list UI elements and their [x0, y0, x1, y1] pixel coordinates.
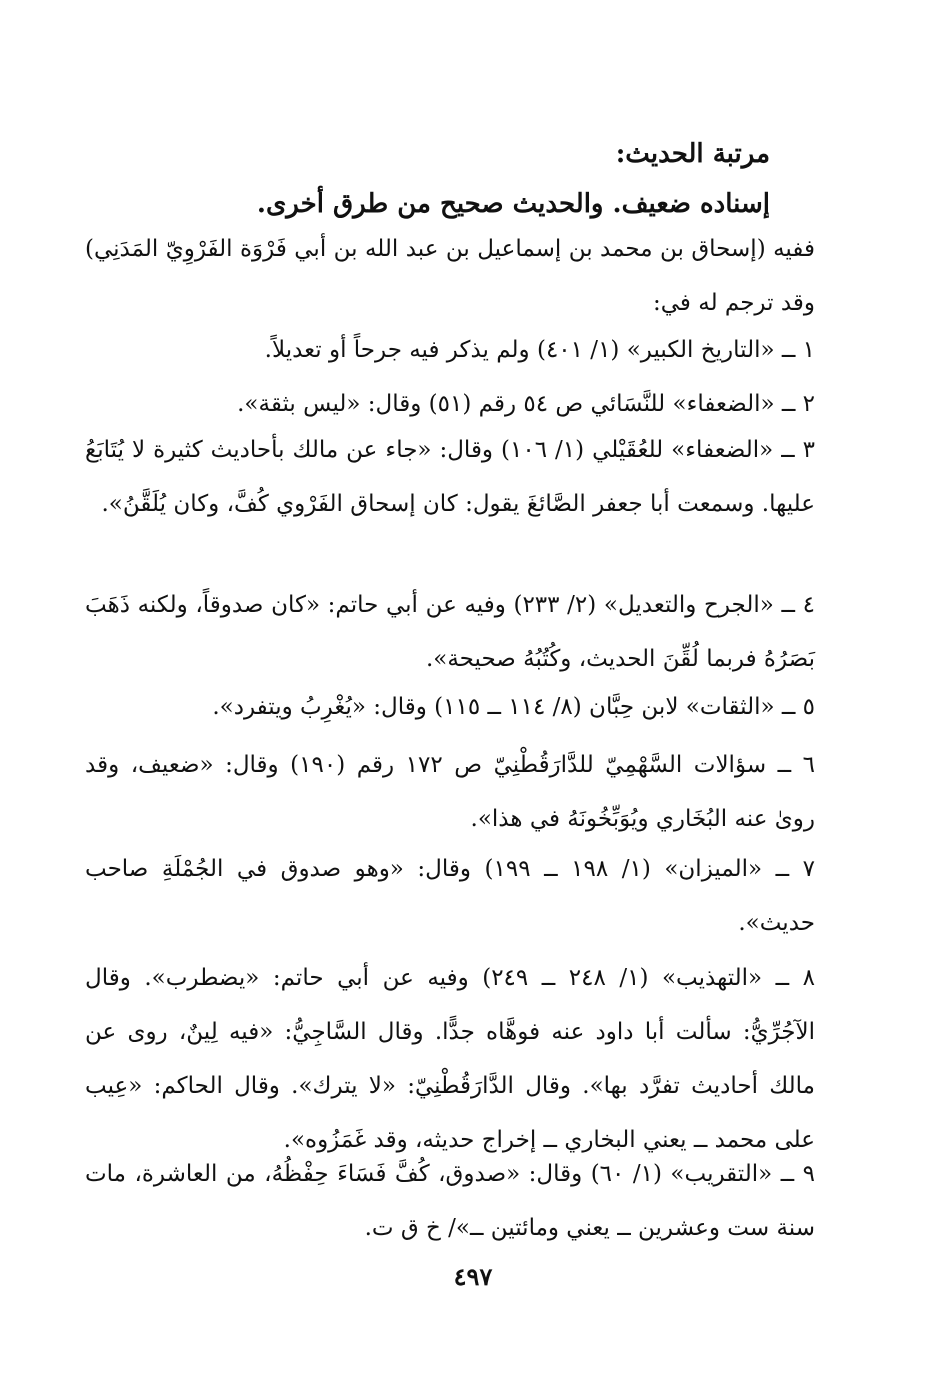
reference-item-4: ٤ ــ «الجرح والتعديل» (٢/ ٢٣٣) وفيه عن أبي حاتم: «كان صدوقاً، ولكنه ذَهَبَ بَصَرُهُ فربما لُقِّنَ الحديث، وكُتُبُهُ صحيحة». — [85, 592, 815, 672]
intro-paragraph: ففيه (إسحاق بن محمد بن إسماعيل بن عبد الله بن أبي فَرْوَة الفَرْوِيّ المَدَنِي) وقد ترجم له في: — [85, 236, 815, 316]
reference-item-8: ٨ ــ «التهذيب» (١/ ٢٤٨ ــ ٢٤٩) وفيه عن أبي حاتم: «يضطرب». وقال الآجُرِّيُّ: سألت أبا داود عنه فوهَّاه جدًّا. وقال السَّاجِيُّ: «فيه لِينٌ، روى عن مالك أحاديث تفرَّد بها». وقال الدَّارَقُطْنِيّ: «لا يترك». وقال الحاكم: «عِيب على محمد ــ يعني البخاري ــ إخراج حديثه، وقد غَمَزُوه». — [85, 965, 816, 1153]
hadith-grade-summary: إسناده ضعيف. والحديث صحيح من طرق أخرى. — [256, 189, 770, 219]
reference-item-3: ٣ ــ «الضعفاء» للعُقَيْلي (١/ ١٠٦) وقال: «جاء عن مالك بأحاديث كثيرة لا يُتَابَعُ عليها. وسمعت أبا جعفر الصَّائغَ يقول: كان إسحاق الفَرْوي كُفَّ، وكان يُلَقَّنُ». — [85, 437, 816, 517]
page-number: ٤٩٧ — [453, 1262, 493, 1291]
reference-item-7: ٧ ــ «الميزان» (١/ ١٩٨ ــ ١٩٩) وقال: «وهو صدوق في الجُمْلَةِ صاحب حديث». — [85, 856, 815, 936]
reference-item-6: ٦ ــ سؤالات السَّهْمِيّ للدَّارَقُطْنِيّ ص ١٧٢ رقم (١٩٠) وقال: «ضعيف، وقد روىٰ عنه البُخَاري ويُوَبِّخُونَهُ في هذا». — [85, 752, 815, 832]
reference-item-9: ٩ ــ «التقريب» (١/ ٦٠) وقال: «صدوق، كُفَّ فَسَاءَ حِفْظُهُ، من العاشرة، مات سنة ست وعشرين ــ يعني ومائتين ــ»/ خ ق ت. — [85, 1161, 815, 1241]
section-heading: مرتبة الحديث: — [615, 139, 770, 169]
reference-item-5: ٥ ــ «الثقات» لابن حِبَّان (٨/ ١١٤ ــ ١١٥) وقال: «يُغْرِبُ ويتفرد». — [212, 694, 815, 720]
reference-item-2: ٢ ــ «الضعفاء» للنَّسَائي ص ٥٤ رقم (٥١) وقال: «ليس بثقة». — [237, 391, 815, 417]
reference-item-1: ١ ــ «التاريخ الكبير» (١/ ٤٠١) ولم يذكر فيه جرحاً أو تعديلاً. — [264, 337, 815, 363]
